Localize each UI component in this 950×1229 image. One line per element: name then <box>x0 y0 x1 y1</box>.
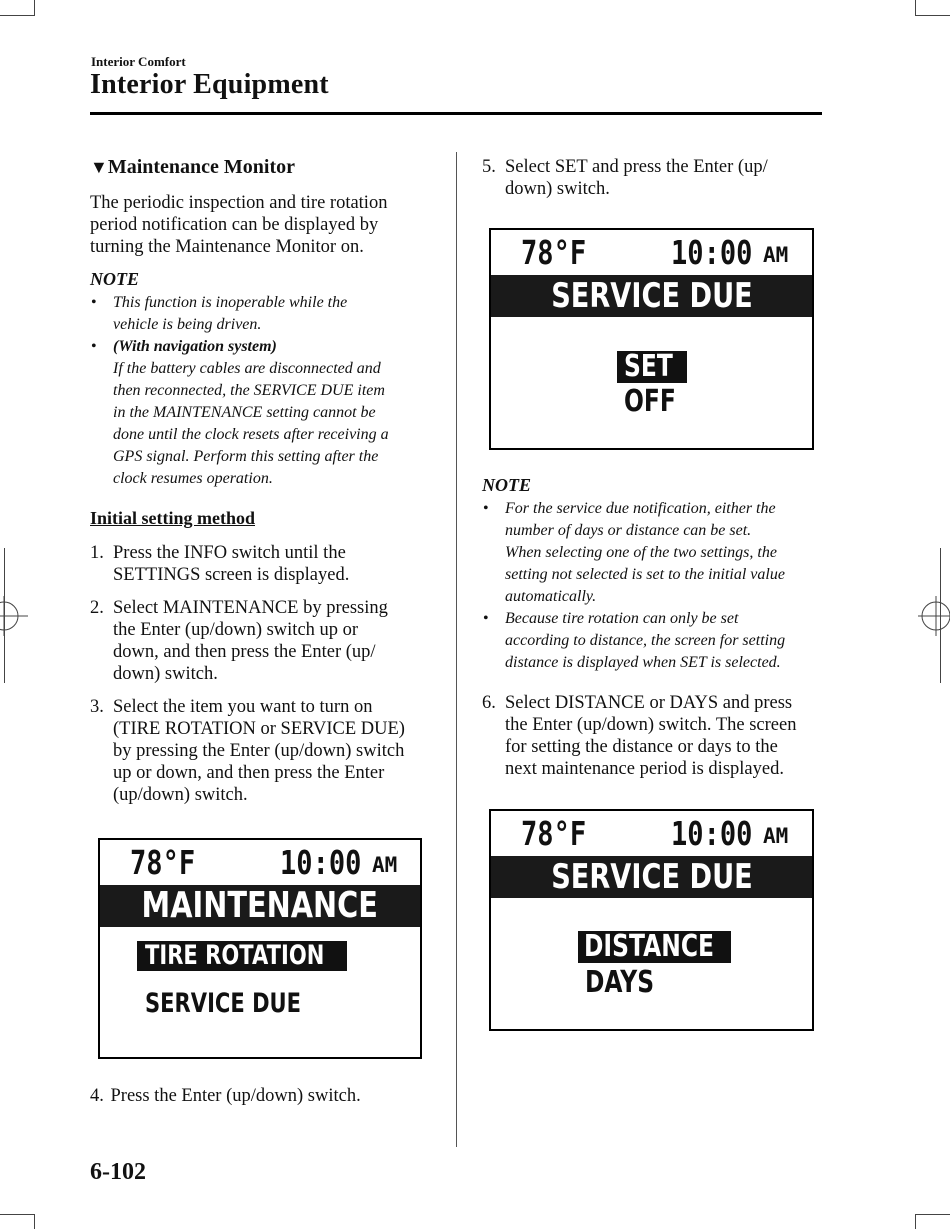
screen-title: SERVICE DUE <box>550 276 753 316</box>
note-line: • For the service due notification, either the <box>505 500 776 517</box>
header-rule <box>90 112 822 115</box>
option-text: OFF <box>624 384 676 419</box>
note-item <box>90 336 435 490</box>
step-item <box>90 597 440 685</box>
note-line: If the battery cables are disconnected and <box>113 360 381 377</box>
option-text: SERVICE DUE <box>145 988 302 1019</box>
step-line: down) switch. <box>113 664 218 684</box>
section-heading-text: Maintenance Monitor <box>107 156 296 178</box>
note-line: done until the clock resets after receiving a <box>113 426 389 443</box>
note-title: NOTE <box>482 475 531 495</box>
note-line: clock resumes operation. <box>113 470 273 487</box>
ampm-readout: AM <box>372 853 398 877</box>
step-line: next maintenance period is displayed. <box>505 759 784 779</box>
note-line: automatically. <box>505 588 597 605</box>
step-line: Select DISTANCE or DAYS and press <box>505 693 793 713</box>
note-list <box>482 498 827 674</box>
note-line: number of days or distance can be set. <box>505 522 752 539</box>
crop-mark-top-left-v <box>34 0 35 15</box>
section-label: Interior Comfort <box>91 54 186 69</box>
screen-title-bar <box>100 885 420 927</box>
clock-readout: 10:00 <box>280 843 362 882</box>
step-number: 1. <box>90 543 104 563</box>
intro-line: turning the Maintenance Monitor on. <box>90 237 364 257</box>
option-selected-text: TIRE ROTATION <box>145 940 325 971</box>
step-number: 6. <box>482 693 496 713</box>
step-line: Select SET and press the Enter (up/ <box>505 157 768 177</box>
crop-mark-top-right-v <box>915 0 916 15</box>
step-line: (TIRE ROTATION or SERVICE DUE) <box>113 719 405 739</box>
note-line: setting not selected is set to the initial value <box>505 566 785 583</box>
option-selected <box>137 941 347 971</box>
option-selected <box>578 931 731 963</box>
step-line: Select the item you want to turn on <box>113 697 373 717</box>
step-item <box>482 692 827 780</box>
step-number: 3. <box>90 697 104 717</box>
note-item <box>482 608 827 674</box>
step-number: 2. <box>90 598 104 618</box>
step-line: the Enter (up/down) switch up or <box>113 620 359 640</box>
option-item <box>585 965 674 1000</box>
step-line: down) switch. <box>505 179 610 199</box>
intro-line: period notification can be displayed by <box>90 215 379 235</box>
temperature-readout: 78°F <box>130 843 196 882</box>
option-item <box>624 384 691 419</box>
option-selected <box>617 351 687 383</box>
note-line: in the MAINTENANCE setting cannot be <box>113 404 376 421</box>
crop-mark-bottom-left-v <box>34 1214 35 1229</box>
note-item <box>482 498 827 608</box>
step-item <box>90 542 440 586</box>
note-line: vehicle is being driven. <box>113 316 262 333</box>
step-line: SETTINGS screen is displayed. <box>113 565 350 585</box>
note-line: then reconnected, the SERVICE DUE item <box>113 382 385 399</box>
step-line: down, and then press the Enter (up/ <box>113 642 376 662</box>
note-line: GPS signal. Perform this setting after the <box>113 448 379 465</box>
ampm-readout: AM <box>763 243 789 267</box>
display-screen-service-due-distance <box>489 809 814 1031</box>
step-line: by pressing the Enter (up/down) switch <box>113 741 405 761</box>
section-heading <box>90 156 295 179</box>
option-selected-text: DISTANCE <box>584 929 714 964</box>
crop-mark-bottom-right <box>915 1214 950 1215</box>
step-line: (up/down) switch. <box>113 785 248 805</box>
clock-readout: 10:00 <box>671 233 753 272</box>
temperature-readout: 78°F <box>521 233 587 272</box>
clock-readout: 10:00 <box>671 814 753 853</box>
step-number: 5. <box>482 157 496 177</box>
step-line: Press the Enter (up/down) switch. <box>110 1086 361 1106</box>
steps-list <box>90 542 440 817</box>
note-line: distance is displayed when SET is selected. <box>505 654 781 671</box>
intro-paragraph <box>90 192 440 258</box>
note-item <box>90 292 435 336</box>
step-number: 4. <box>90 1086 104 1106</box>
ampm-readout: AM <box>763 824 789 848</box>
registration-line-right <box>940 548 941 683</box>
display-screen-service-due-set <box>489 228 814 450</box>
page-number: 6-102 <box>90 1159 146 1185</box>
note-list <box>90 292 435 490</box>
note-line: according to distance, the screen for setting <box>505 632 786 649</box>
chapter-title: Interior Equipment <box>90 69 329 100</box>
step-line: the Enter (up/down) switch. The screen <box>505 715 797 735</box>
option-text: DAYS <box>585 965 655 1000</box>
option-selected-text: SET <box>624 349 673 384</box>
note-line: When selecting one of the two settings, the <box>505 544 777 561</box>
note-line: • This function is inoperable while the <box>113 294 348 311</box>
crop-mark-top-left <box>0 15 35 16</box>
step-6 <box>482 692 827 791</box>
intro-line: The periodic inspection and tire rotation <box>90 193 388 213</box>
screen-title: MAINTENANCE <box>141 885 379 926</box>
column-divider <box>456 152 457 1147</box>
screen-title-bar <box>491 275 812 317</box>
step-line: Select MAINTENANCE by pressing <box>113 598 388 618</box>
step-line: up or down, and then press the Enter <box>113 763 385 783</box>
initial-setting-subheading: Initial setting method <box>90 508 256 528</box>
option-item <box>145 988 345 1019</box>
note-item-title: • (With navigation system) <box>113 338 277 355</box>
registration-mark-right-icon <box>918 596 950 636</box>
triangle-down-icon: ▼ <box>90 157 108 177</box>
note-title: NOTE <box>90 269 139 289</box>
step-line: for setting the distance or days to the <box>505 737 778 757</box>
temperature-readout: 78°F <box>521 814 587 853</box>
registration-line-left <box>4 548 5 683</box>
step-item <box>90 696 440 806</box>
step-5 <box>482 156 822 211</box>
step-4 <box>90 1085 361 1107</box>
crop-mark-bottom-right-v <box>915 1214 916 1229</box>
crop-mark-top-right <box>915 15 950 16</box>
note-line: • Because tire rotation can only be set <box>505 610 739 627</box>
display-screen-maintenance <box>98 838 422 1059</box>
screen-title-bar <box>491 856 812 898</box>
step-line: Press the INFO switch until the <box>113 543 346 563</box>
step-item <box>482 156 822 200</box>
screen-title: SERVICE DUE <box>550 857 753 897</box>
crop-mark-bottom-left <box>0 1214 35 1215</box>
